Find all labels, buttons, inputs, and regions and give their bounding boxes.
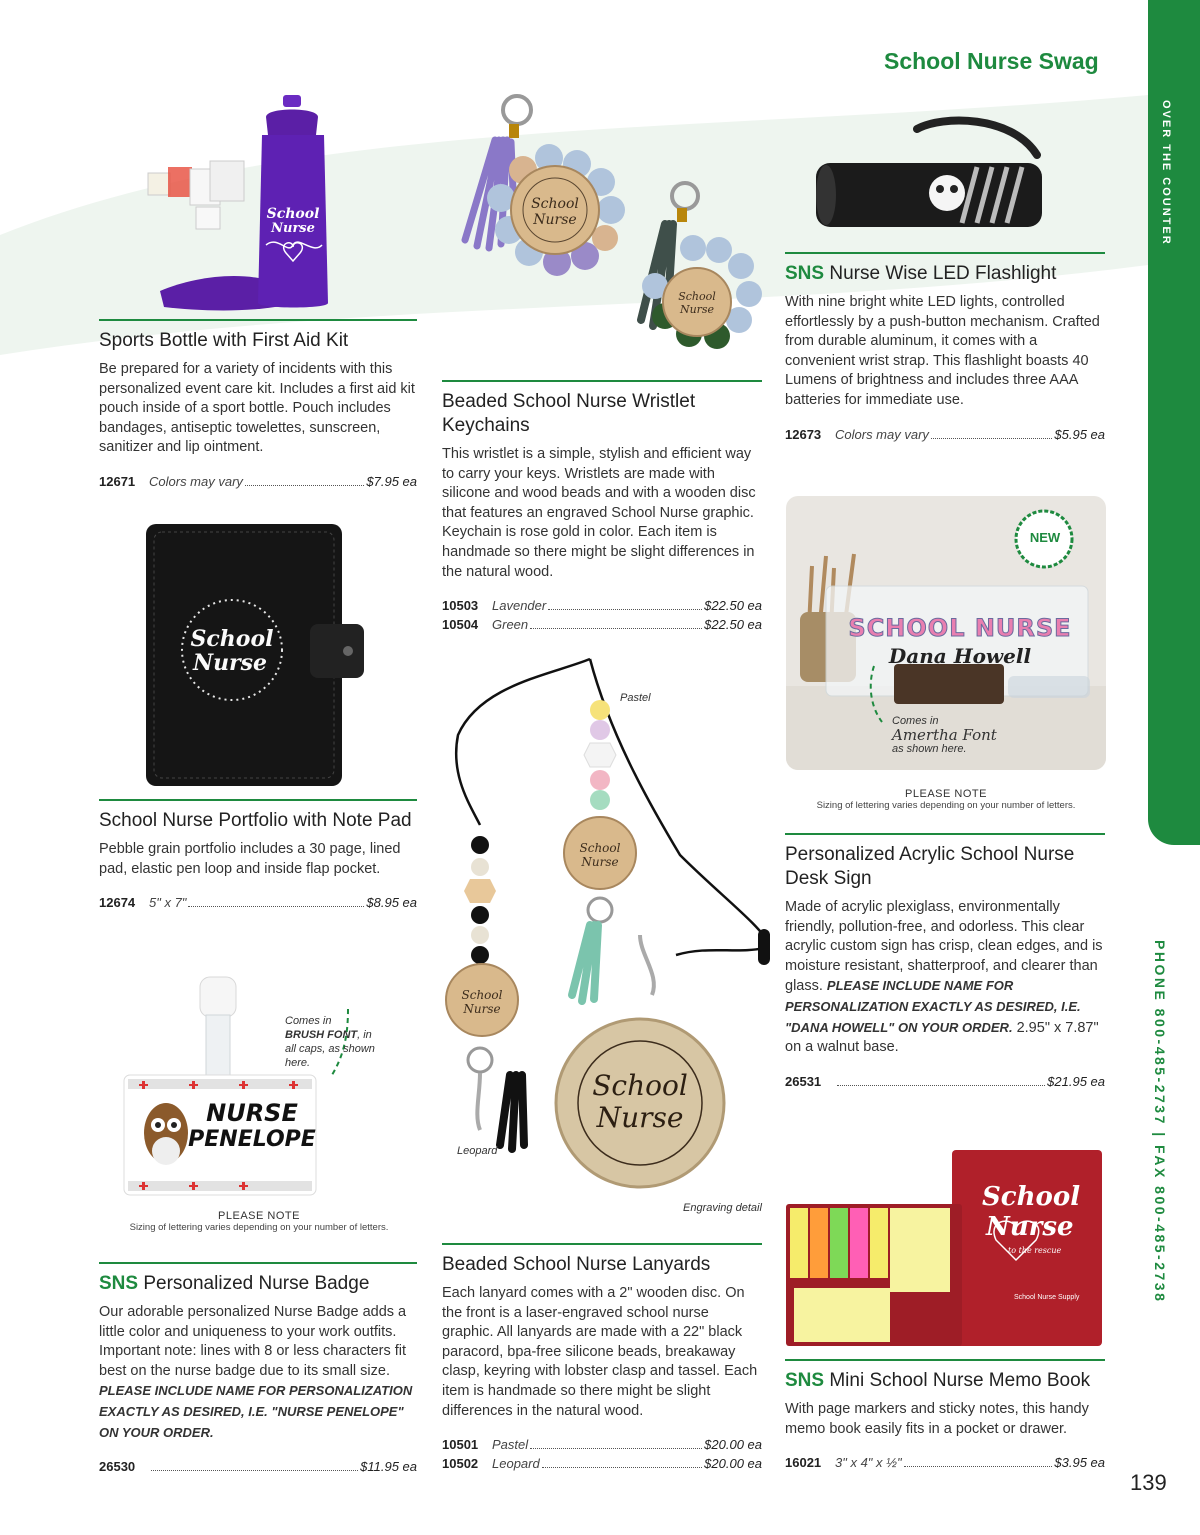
svg-text:School: School [531, 196, 579, 212]
svg-text:School: School [461, 988, 503, 1002]
sku-row [442, 1435, 762, 1454]
desk-sign-image-title: SCHOOL NURSE [848, 614, 1072, 642]
sku-row [99, 1457, 417, 1476]
badge-image-line2: PENELOPE [188, 1127, 316, 1152]
badge-description [99, 1303, 417, 1443]
sku-row [785, 425, 1105, 444]
flashlight-title: Nurse Wise LED Flashlight [829, 263, 1057, 284]
sku-row [785, 1453, 1105, 1472]
memo-title-row [785, 1369, 1105, 1393]
sku-row [442, 1454, 762, 1473]
desk-sign-description [785, 898, 1105, 1058]
product-memo [785, 1359, 1105, 1472]
svg-text:Nurse: Nurse [533, 212, 577, 228]
new-badge: NEW [1029, 530, 1061, 545]
sku-option: Lavender [492, 598, 547, 614]
desk-sign-font-note-1: Comes in [892, 715, 939, 727]
sku-number: 12673 [785, 426, 822, 442]
sku-number: 26530 [99, 1459, 136, 1475]
sku-option: Pastel [492, 1437, 529, 1453]
lanyard-description: Each lanyard comes with a 2" wooden disc. On the front is a laser-engraved school nurse graphic. All lanyards are made with a 22" black paracord, bpa-free silicone beads, breakaway clasp, keyring with lobster clasp and tassel. Each item is handmade so there might be slight differences in the natural wood. [442, 1285, 758, 1419]
bottle-image [138, 95, 338, 313]
desk-sign-font-note-2: Amertha Font [892, 726, 997, 744]
bottle-title: Sports Bottle with First Aid Kit [99, 330, 349, 351]
desk-sign-font-note-3: as shown here. [892, 743, 967, 755]
sku-price: $3.95 ea [1054, 1455, 1105, 1471]
badge-description-plain: Our adorable personalized Nurse Badge adds a little color and uniqueness to your work outfits. Important note: lines with 8 or less characters fit best on the nurse badge due to its small size. [99, 1304, 407, 1379]
memo-brand: SNS [785, 1370, 825, 1391]
sku-price: $20.00 ea [704, 1456, 762, 1472]
sku-number: 10504 [442, 617, 479, 633]
lanyard-caption-pastel: Pastel [620, 692, 651, 704]
sku-row [442, 615, 762, 634]
svg-text:School: School [579, 841, 621, 855]
flashlight-description: With nine bright white LED lights, controlled effortlessly by a push-button mechanism. Crafted from durable aluminum, it comes with a convenient wrist strap. This flashlight boasts 40 Lumens of brightness and includes three AAA batteries for immediate use. [785, 294, 1100, 408]
desk-sign-image-name: Dana Howell [888, 644, 1032, 668]
sku-number: 16021 [785, 1455, 822, 1471]
badge-font-note [285, 1014, 385, 1070]
product-bottle [99, 319, 417, 491]
svg-text:Nurse: Nurse [581, 855, 619, 869]
flashlight-image [812, 115, 1052, 245]
badge-note-text: Sizing of lettering varies depending on your number of letters. [129, 1222, 389, 1233]
desk-sign-font-note [892, 714, 997, 756]
desk-sign-description-bold: PLEASE INCLUDE NAME FOR PERSONALIZATION EXACTLY AS DESIRED, I.E. "DANA HOWELL" ON YOUR ORDER. [785, 978, 1081, 1035]
portfolio-image-text-2: Nurse [192, 650, 268, 676]
sku-number: 10502 [442, 1456, 479, 1472]
memo-title: Mini School Nurse Memo Book [829, 1370, 1091, 1391]
portfolio-title: School Nurse Portfolio with Note Pad [99, 810, 412, 831]
sku-row [99, 893, 417, 912]
sku-price: $8.95 ea [366, 895, 417, 911]
desk-sign-note-heading: PLEASE NOTE [905, 788, 987, 800]
badge-note-heading: PLEASE NOTE [218, 1210, 300, 1222]
badge-title-row [99, 1272, 417, 1296]
sku-number: 26531 [785, 1073, 822, 1089]
badge-image-line1: NURSE [206, 1099, 298, 1127]
product-badge [99, 1262, 417, 1476]
sku-price: $5.95 ea [1054, 426, 1105, 442]
badge-title: Personalized Nurse Badge [143, 1273, 370, 1294]
memo-image-line4: School Nurse Supply [1014, 1294, 1080, 1301]
product-flashlight [785, 252, 1105, 444]
product-wristlet [442, 380, 762, 634]
wristlet-description: This wristlet is a simple, stylish and efficient way to carry your keys. Wristlets are made with silicone and wood beads and with a wooden disc that features an engraved School Nurse graphic. Keychain is rose gold in color. Each item is handmade so there might be slight differences in the natural wood. [442, 446, 756, 580]
product-lanyard [442, 1243, 762, 1473]
memo-image-line3: to the rescue [1008, 1246, 1062, 1255]
contact-info: PHONE 800-485-2737 | FAX 800-485-2738 [1152, 940, 1168, 1304]
flashlight-brand: SNS [785, 263, 825, 284]
desk-sign-note-text: Sizing of lettering varies depending on your number of letters. [816, 800, 1076, 811]
page-title: School Nurse Swag [884, 48, 1099, 74]
sku-price: $22.50 ea [704, 598, 762, 614]
memo-image-line2: Nurse [986, 1212, 1074, 1242]
product-desk-sign [785, 833, 1105, 1091]
sku-row [785, 1072, 1105, 1091]
sku-price: $11.95 ea [360, 1459, 417, 1475]
badge-description-bold: PLEASE INCLUDE NAME FOR PERSONALIZATION EXACTLY AS DESIRED, I.E. "NURSE PENELOPE" ON YOUR ORDER. [99, 1383, 413, 1440]
badge-note [100, 1210, 418, 1233]
bottle-image-text-1: School [266, 206, 320, 222]
portfolio-image [140, 520, 368, 790]
sku-number: 10501 [442, 1437, 479, 1453]
svg-text:Nurse: Nurse [679, 303, 715, 316]
lanyard-image [440, 655, 770, 1220]
badge-brand: SNS [99, 1273, 139, 1294]
sku-price: $22.50 ea [704, 617, 762, 633]
svg-text:Nurse: Nurse [463, 1002, 501, 1016]
badge-font-note-1: Comes in [285, 1015, 332, 1027]
sku-number: 10503 [442, 598, 479, 614]
lanyard-caption-leopard: Leopard [457, 1145, 498, 1157]
section-tab-label: OVER THE COUNTER [1160, 100, 1172, 246]
portfolio-image-text-1: School [190, 626, 274, 652]
sku-price: $21.95 ea [1047, 1073, 1105, 1089]
memo-image [786, 1148, 1106, 1352]
desk-sign-image [786, 496, 1106, 770]
memo-image-line1: School [982, 1182, 1081, 1212]
sku-price: $7.95 ea [366, 473, 417, 489]
sku-price: $20.00 ea [704, 1437, 762, 1453]
sku-option: 5" x 7" [149, 895, 187, 911]
desk-sign-title: Personalized Acrylic School Nurse Desk Sign [785, 844, 1075, 889]
bottle-description: Be prepared for a variety of incidents with this personalized event care kit. Includes a first aid kit pouch inside of a sport bottle. Pouch includes bandages, antiseptic towelettes, sunscreen, sanitizer and lip ointment. [99, 361, 415, 456]
sku-number: 12671 [99, 473, 136, 489]
sku-row [99, 472, 417, 491]
page-number: 139 [1130, 1470, 1167, 1495]
badge-image [122, 975, 382, 1197]
section-tab [1148, 0, 1200, 845]
sku-row [442, 596, 762, 615]
lanyard-disc-line1: School [592, 1069, 688, 1102]
lanyard-disc-line2: Nurse [596, 1101, 684, 1134]
badge-font-note-2: BRUSH FONT [285, 1029, 358, 1041]
flashlight-title-row [785, 262, 1105, 286]
desk-sign-note [786, 788, 1106, 811]
memo-description: With page markers and sticky notes, this handy memo book easily fits in a pocket or drawer. [785, 1401, 1089, 1437]
sku-option: Colors may vary [835, 426, 929, 442]
wristlet-image [405, 90, 775, 375]
badge-font-note-3: , in all caps, as shown here. [285, 1029, 375, 1069]
sku-option: Leopard [492, 1456, 540, 1472]
wristlet-title: Beaded School Nurse Wristlet Keychains [442, 391, 696, 436]
sku-option: Colors may vary [149, 473, 243, 489]
svg-text:School: School [678, 290, 716, 303]
desk-sign-description-tail: 2.95" x 7.87" on a walnut base. [785, 1019, 1099, 1056]
lanyard-title: Beaded School Nurse Lanyards [442, 1254, 711, 1275]
sku-number: 12674 [99, 895, 136, 911]
product-portfolio [99, 799, 417, 912]
sku-option: Green [492, 617, 529, 633]
lanyard-caption-engraving: Engraving detail [683, 1202, 762, 1214]
desk-sign-description-plain: Made of acrylic plexiglass, environmentally friendly, pollution-free, and odorless. This clear acrylic custom sign has crisp, clean edges, and is moisture resistant, shatterproof, and clearer than glass. [785, 899, 1103, 995]
portfolio-description: Pebble grain portfolio includes a 30 page, lined pad, elastic pen loop and inside flap pocket. [99, 841, 401, 877]
sku-option: 3" x 4" x ½" [835, 1455, 902, 1471]
bottle-image-text-2: Nurse [271, 221, 315, 236]
